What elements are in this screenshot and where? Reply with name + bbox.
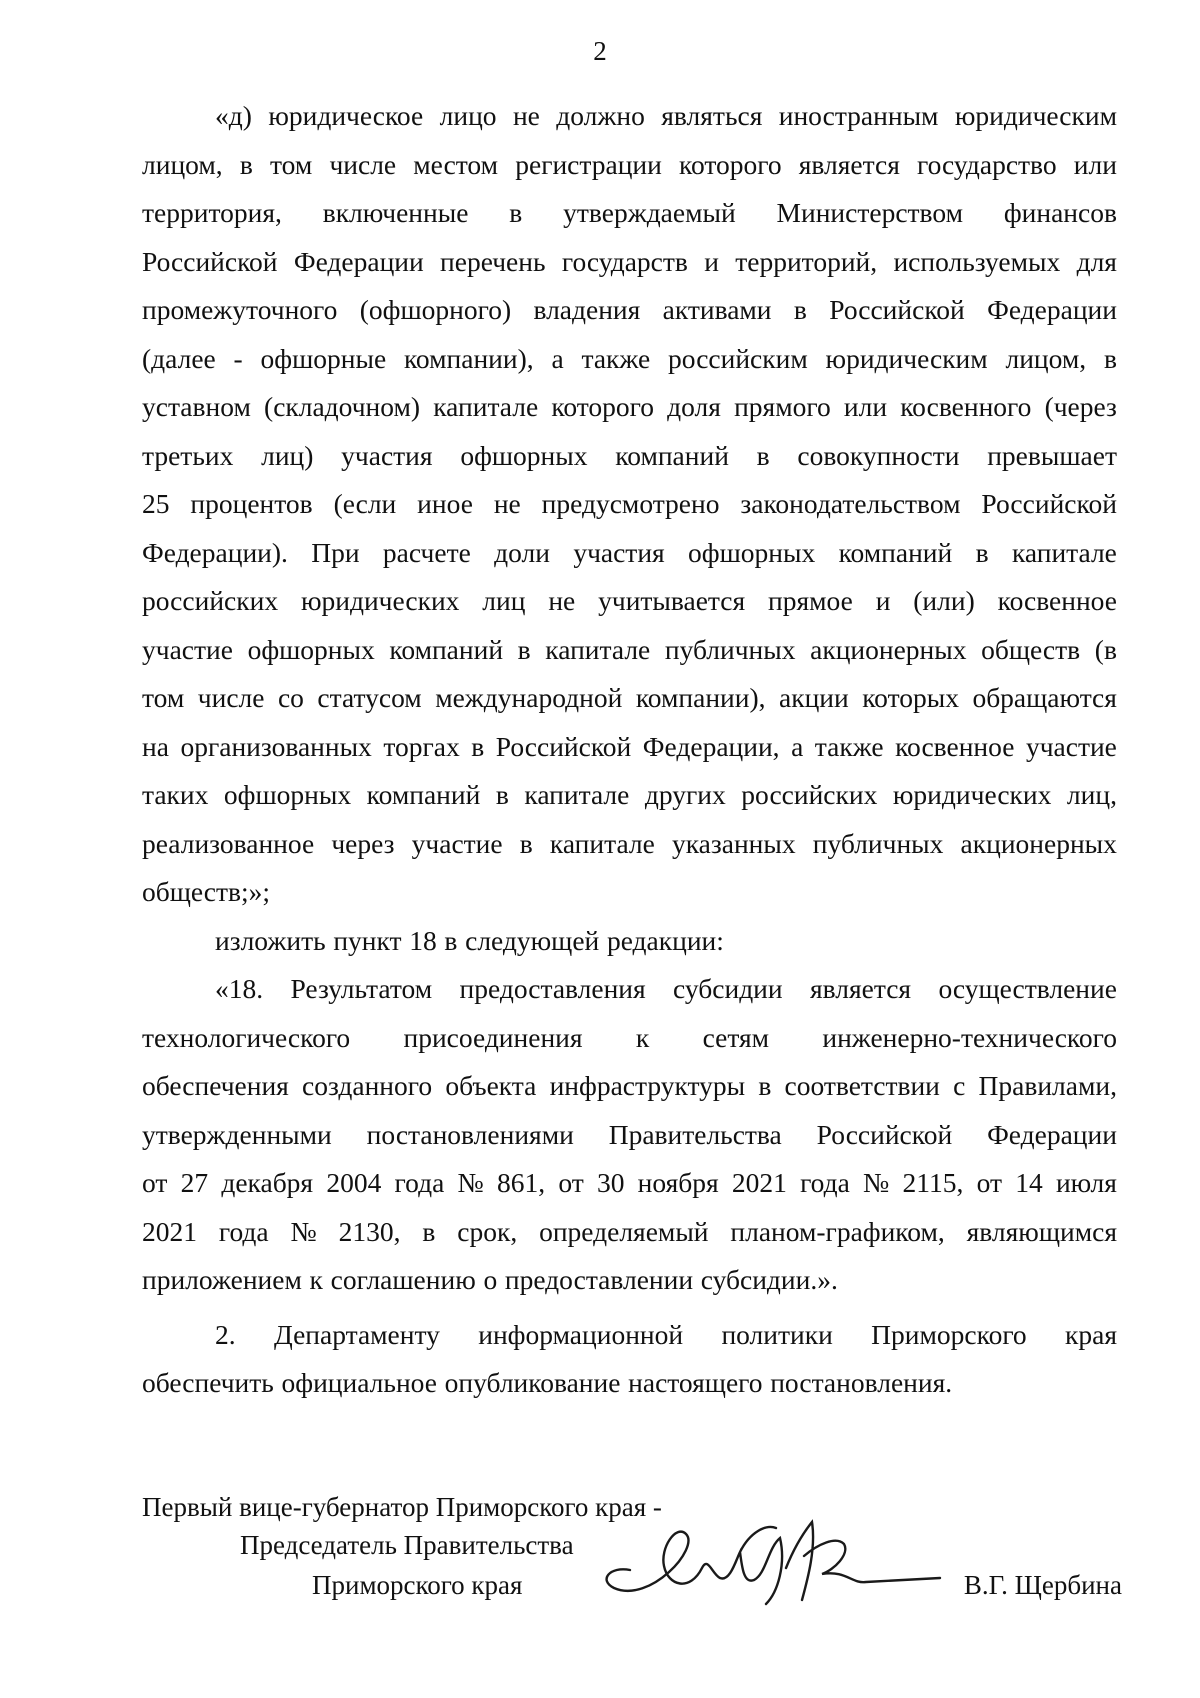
text-line: российских юридических лиц не учитывается прямое и (или) косвенное xyxy=(142,585,1117,616)
signature-block xyxy=(142,1492,1122,1632)
text-line: территория, включенные в утверждаемый Министерством финансов xyxy=(142,197,1117,228)
text-line: обществ;»; xyxy=(142,876,271,907)
text-line: от 27 декабря 2004 года № 861, от 30 ноября 2021 года № 2115, от 14 июля xyxy=(142,1167,1117,1198)
text-line: обеспечения созданного объекта инфраструктуры в соответствии с Правилами, xyxy=(142,1070,1117,1101)
signatory-title-line-3: Приморского края xyxy=(312,1570,523,1600)
text-line: «д) юридическое лицо не должно являться иностранным юридическим xyxy=(215,100,1117,131)
page-number: 2 xyxy=(593,36,607,66)
text-line: на организованных торгах в Российской Федерации, а также косвенное участие xyxy=(142,730,1117,762)
text-line: приложением к соглашению о предоставлении субсидии.». xyxy=(142,1264,838,1295)
text-line: реализованное через участие в капитале указанных публичных акционерных xyxy=(142,827,1117,859)
text-line: третьих лиц) участия офшорных компаний в совокупности превышает xyxy=(142,439,1117,471)
paragraph xyxy=(142,1311,1117,1408)
text-line: Федерации). При расчете доли участия офшорных компаний в капитале xyxy=(142,536,1117,568)
text-line: уставном (складочном) капитале которого доля прямого или косвенного (через xyxy=(142,391,1117,422)
signatory-name: В.Г. Щербина xyxy=(963,1570,1122,1600)
text-line: изложить пункт 18 в следующей редакции: xyxy=(215,924,724,956)
handwritten-signature xyxy=(590,1508,1010,1618)
text-line: таких офшорных компаний в капитале других российских юридических лиц, xyxy=(142,779,1117,810)
paragraph xyxy=(142,92,1117,917)
text-line: промежуточного (офшорного) владения активами в Российской Федерации xyxy=(142,294,1117,325)
text-line: утвержденными постановлениями Правительства Российской Федерации xyxy=(142,1118,1117,1150)
signatory-title-line-1: Первый вице-губернатор Приморского края - xyxy=(142,1492,662,1522)
text-line: технологического присоединения к сетям инженерно-технического xyxy=(142,1021,1117,1053)
text-line: обеспечить официальное опубликование настоящего постановления. xyxy=(142,1367,953,1398)
text-line: 2. Департаменту информационной политики Приморского края xyxy=(215,1318,1117,1350)
signatory-title-line-2: Председатель Правительства xyxy=(240,1530,574,1560)
document-body xyxy=(142,92,1117,1408)
text-line: лицом, в том числе местом регистрации которого является государство или xyxy=(142,148,1117,180)
text-line: участие офшорных компаний в капитале публичных акционерных обществ (в xyxy=(142,633,1117,665)
text-line: том числе со статусом международной компании), акции которых обращаются xyxy=(142,682,1117,713)
paragraph xyxy=(142,917,1117,966)
text-line: 25 процентов (если иное не предусмотрено законодательством Российской xyxy=(142,488,1117,519)
text-line: «18. Результатом предоставления субсидии является осуществление xyxy=(215,973,1117,1004)
paragraph xyxy=(142,965,1117,1305)
text-line: (далее - офшорные компании), а также российским юридическим лицом, в xyxy=(142,342,1117,374)
text-line: 2021 года № 2130, в срок, определяемый планом-графиком, являющимся xyxy=(142,1215,1117,1247)
text-line: Российской Федерации перечень государств и территорий, используемых для xyxy=(142,245,1117,277)
